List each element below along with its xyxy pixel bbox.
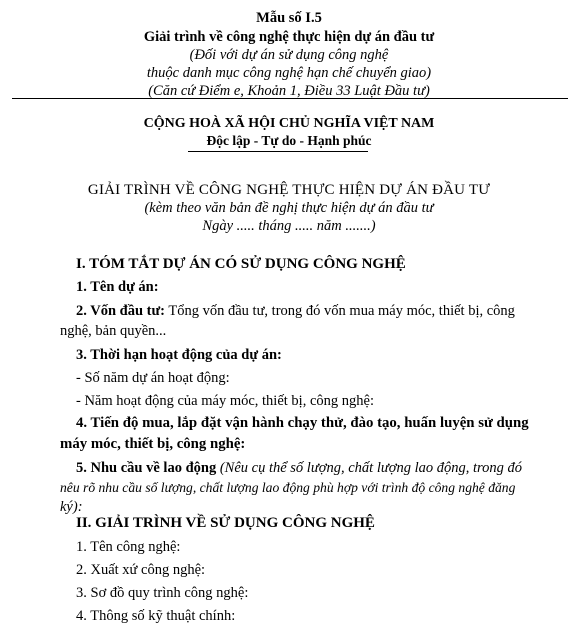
section2-heading: II. GIẢI TRÌNH VỀ SỬ DỤNG CÔNG NGHỆ	[76, 515, 375, 531]
section1-item5-text1: (Nêu cụ thể số lượng, chất lượng lao động, trong đó	[216, 460, 523, 476]
form-title: Giải trình về công nghệ thực hiện dự án đầu tư	[143, 29, 435, 45]
national-motto: Độc lập - Tự do - Hạnh phúc	[206, 133, 372, 148]
header-divider	[12, 98, 568, 99]
form-number: Mẫu số I.5	[256, 10, 322, 26]
section1-item2-text: Tổng vốn đầu tư, trong đó vốn mua máy móc, thiết bị, công	[165, 303, 515, 319]
section2-item1: 1. Tên công nghệ:	[76, 539, 181, 555]
form-note-line3: (Căn cứ Điểm e, Khoản 1, Điều 33 Luật Đầu tư)	[148, 83, 430, 99]
section2-item3: 3. Sơ đồ quy trình công nghệ:	[76, 585, 249, 601]
section1-item4-line2: máy móc, thiết bị, công nghệ:	[60, 436, 246, 452]
section1-item2	[76, 303, 515, 320]
section1-item5-text3: ký):	[60, 499, 83, 515]
section1-item5-text2: nêu rõ nhu cầu số lượng, chất lượng lao động phù hợp với trình độ công nghệ đăng	[60, 480, 516, 495]
section1-heading: I. TÓM TẮT DỰ ÁN CÓ SỬ DỤNG CÔNG NGHỆ	[76, 256, 406, 272]
form-note-line1: (Đối với dự án sử dụng công nghệ	[189, 47, 389, 63]
national-name: CỘNG HOÀ XÃ HỘI CHỦ NGHĨA VIỆT NAM	[143, 116, 435, 131]
section1-item2-cont: nghệ, bản quyền...	[60, 323, 167, 339]
section1-item1: 1. Tên dự án:	[76, 279, 159, 295]
section1-item2-label: 2. Vốn đầu tư:	[76, 303, 166, 319]
section2-item4: 4. Thông số kỹ thuật chính:	[76, 608, 236, 624]
section1-item3-a: - Số năm dự án hoạt động:	[76, 370, 230, 386]
section1-item3: 3. Thời hạn hoạt động của dự án:	[76, 347, 282, 363]
doc-title: GIẢI TRÌNH VỀ CÔNG NGHỆ THỰC HIỆN DỰ ÁN ĐẦU TƯ	[87, 182, 491, 198]
section1-item5	[76, 460, 522, 477]
section1-item3-b: - Năm hoạt động của máy móc, thiết bị, công nghệ:	[76, 393, 374, 409]
motto-underline	[188, 151, 368, 152]
section1-item5-label: 5. Nhu cầu về lao động	[76, 460, 217, 476]
form-note-line2: thuộc danh mục công nghệ hạn chế chuyển giao)	[146, 65, 432, 81]
section1-item4-line1: 4. Tiến độ mua, lắp đặt vận hành chạy thử, đào tạo, huấn luyện sử dụng	[76, 415, 529, 431]
doc-date-line: Ngày ..... tháng ..... năm .......)	[202, 218, 376, 234]
doc-subtitle: (kèm theo văn bản đề nghị thực hiện dự án đầu tư	[144, 200, 434, 216]
section2-item2: 2. Xuất xứ công nghệ:	[76, 562, 206, 578]
